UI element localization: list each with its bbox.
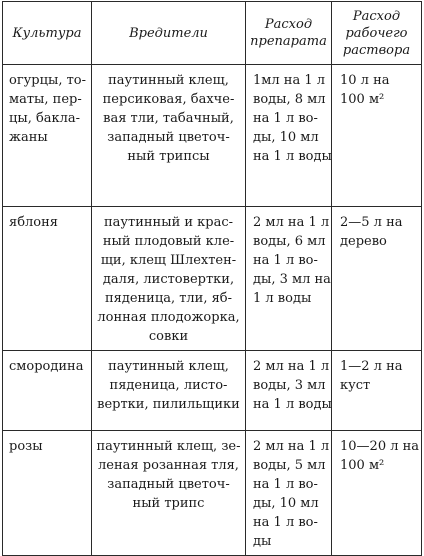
- cell-line: маты, пер-: [9, 92, 82, 107]
- cell-line: западный цветоч-: [107, 130, 230, 145]
- cell-line: 100 м²: [340, 92, 385, 107]
- cell-line: персиковая, бахче-: [102, 92, 235, 107]
- cell-rate: [246, 207, 332, 351]
- cell-line: 1мл на 1 л: [253, 73, 325, 88]
- cell-line: яблоня: [9, 215, 58, 230]
- cell-line: ный трипс: [132, 496, 205, 511]
- cell-line: Расход: [352, 8, 401, 24]
- cell-line: ный трипсы: [127, 149, 210, 164]
- header-volume: [332, 2, 422, 65]
- cell-line: на 1 л во-: [253, 253, 318, 268]
- cell-line: 2 мл на 1 л: [253, 439, 330, 454]
- cell-volume: [332, 351, 422, 431]
- cell-line: цы, бакла-: [9, 111, 81, 126]
- cell-line: розы: [9, 439, 43, 454]
- header-rate: [246, 2, 332, 65]
- table-row: [3, 65, 422, 207]
- cell-line: 100 м²: [340, 458, 385, 473]
- cell-line: ды, 10 мл: [253, 130, 319, 145]
- cell-line: на 1 л во-: [253, 515, 318, 530]
- header-row: [3, 2, 422, 65]
- cell-line: щи, клещ Шлехтен-: [100, 253, 237, 268]
- cell-line: паутинный клещ,: [108, 73, 229, 88]
- cell-crop: [3, 65, 92, 207]
- cell-line: воды, 6 мл: [253, 234, 326, 249]
- cell-rate: [246, 351, 332, 431]
- cell-crop: [3, 207, 92, 351]
- cell-rate: [246, 65, 332, 207]
- cell-line: рабочего: [345, 25, 408, 41]
- cell-pests: [92, 207, 246, 351]
- cell-line: смородина: [9, 359, 84, 374]
- cell-line: 1 л воды: [253, 291, 312, 306]
- cell-line: вертки, пилильщики: [97, 397, 240, 412]
- cell-line: Расход: [264, 17, 313, 32]
- cell-volume: [332, 65, 422, 207]
- cell-line: куст: [340, 378, 371, 393]
- cell-line: на 1 л во-: [253, 477, 318, 492]
- header-pests: [92, 2, 246, 65]
- table-row: [3, 207, 422, 351]
- cell-line: 2 мл на 1 л: [253, 215, 330, 230]
- cell-line: 1—2 л на: [340, 359, 403, 374]
- cell-line: ды, 3 мл на: [253, 272, 331, 287]
- cell-volume: [332, 207, 422, 351]
- cell-line: воды, 3 мл: [253, 378, 326, 393]
- cell-line: огурцы, то-: [9, 73, 86, 88]
- cell-line: ды, 10 мл: [253, 496, 319, 511]
- cell-line: дерево: [340, 234, 387, 249]
- cell-line: 2 мл на 1 л: [253, 359, 330, 374]
- cell-line: на 1 л воды: [253, 397, 332, 412]
- cell-line: лонная плодожорка,: [97, 310, 240, 325]
- cell-line: леная розанная тля,: [98, 458, 239, 473]
- cell-line: совки: [148, 329, 189, 344]
- table-row: [3, 351, 422, 431]
- cell-line: паутинный клещ,: [108, 359, 229, 374]
- cell-line: ный плодовый кле-: [102, 234, 235, 249]
- cell-line: воды, 5 мл: [253, 458, 326, 473]
- cell-line: раствора: [342, 42, 411, 58]
- cell-line: западный цветоч-: [107, 477, 230, 492]
- cell-line: даля, листовертки,: [102, 272, 235, 287]
- cell-crop: [3, 351, 92, 431]
- cell-line: вая тли, табачный,: [103, 111, 234, 126]
- cell-line: 2—5 л на: [340, 215, 403, 230]
- cell-line: пяденица, тли, яб-: [104, 291, 233, 306]
- cell-line: Вредители: [129, 25, 208, 41]
- cell-pests: [92, 65, 246, 207]
- cell-line: паутинный клещ, зе-: [96, 439, 241, 454]
- cell-line: воды, 8 мл: [253, 92, 326, 107]
- cell-line: 10 л на: [340, 73, 390, 88]
- header-crop: [3, 2, 92, 65]
- cell-line: ды: [253, 534, 272, 549]
- document-page: [2, 1, 422, 556]
- cell-line: жаны: [9, 130, 48, 145]
- cell-line: на 1 л во-: [253, 111, 318, 126]
- cell-line: паутинный и крас-: [103, 215, 234, 230]
- cell-line: на 1 л воды: [253, 149, 332, 164]
- cell-line: пяденица, листо-: [109, 378, 228, 393]
- cell-line: 10—20 л на: [340, 439, 420, 454]
- cell-line: Культура: [12, 25, 82, 41]
- cell-pests: [92, 351, 246, 431]
- pesticide-table: [2, 1, 422, 556]
- cell-line: препарата: [250, 34, 327, 49]
